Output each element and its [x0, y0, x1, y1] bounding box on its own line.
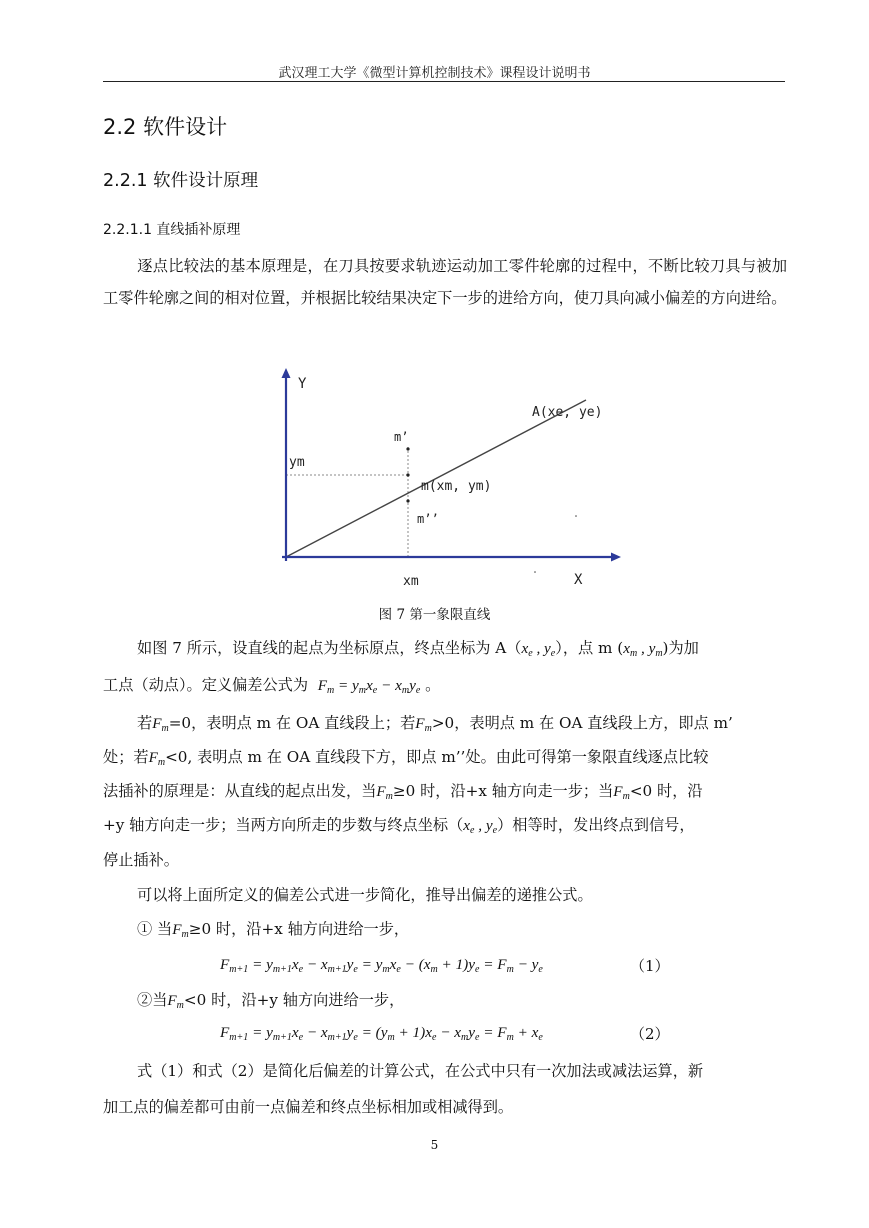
paragraph-line: 停止插补。	[103, 851, 179, 869]
text: )为加	[662, 639, 699, 657]
paragraph-line: +y 轴方向走一步；当两方向所走的步数与终点坐标（xe , ye）相等时，发出终点到信号，	[103, 816, 695, 836]
equation-1: Fm+1 = ym+1xe − xm+1ye = ymxe − (xm + 1)ye = Fm − ye	[220, 956, 543, 975]
subsubsection-heading: 2.2.1.1 直线插补原理	[103, 222, 241, 238]
text: >0，表明点 m 在 OA 直线段上方，即点 m’	[431, 714, 733, 732]
text: +y 轴方向走一步；当两方向所走的步数与终点坐标（	[103, 816, 464, 834]
page-number: 5	[430, 1138, 439, 1152]
figure-caption: 图 7 第一象限直线	[378, 607, 491, 623]
paragraph-line: 处；若Fm<0, 表明点 m 在 OA 直线段下方，即点 m’’处。由此可得第一象限直线逐点比较	[103, 748, 709, 768]
text: ≥0 时，沿+x 轴方向进给一步，	[188, 920, 410, 938]
text: 若	[137, 714, 153, 732]
point-m1-marker	[406, 447, 409, 450]
x-axis-label: X	[574, 572, 583, 588]
paragraph-line: 可以将上面所定义的偏差公式进一步简化，推导出偏差的递推公式。	[137, 886, 593, 904]
text: ②当	[137, 991, 168, 1009]
intro-paragraph	[103, 250, 787, 314]
text: ）相等时，发出终点到信号，	[497, 816, 695, 834]
paragraph-line: 式（1）和式（2）是简化后偏差的计算公式，在公式中只有一次加法或减法运算，新	[137, 1062, 704, 1080]
equation-2: Fm+1 = ym+1xe − xm+1ye = (ym + 1)xe − xmye = Fm + xe	[220, 1024, 543, 1043]
text: 如图 7 所示，设直线的起点为坐标原点，终点坐标为 A（	[137, 639, 522, 657]
point-m2-label: m’’	[417, 512, 439, 526]
text: <0 时，沿+y 轴方向进给一步，	[183, 991, 405, 1009]
speck-mark	[575, 515, 577, 517]
xm-label: xm	[403, 574, 419, 589]
paragraph-line: 加工点的偏差都可由前一点偏差和终点坐标相加或相减得到。	[103, 1098, 514, 1116]
section-heading: 2.2 软件设计	[103, 115, 228, 139]
equation-1-number: （1）	[630, 957, 670, 975]
case-1-line: ① 当Fm≥0 时，沿+x 轴方向进给一步，	[137, 920, 410, 940]
intro-text: 逐点比较法的基本原理是，在刀具按要求轨迹运动加工零件轮廓的过程中，不断比较刀具与被加工零件轮廓之间的相对位置，并根据比较结果决定下一步的进给方向，使刀具向减小偏差的方向进给。	[103, 257, 787, 307]
point-A-label: A(xe, ye)	[532, 405, 603, 420]
text: 处；若	[103, 748, 149, 766]
text: 工点（动点）。定义偏差公式为	[103, 676, 309, 694]
figure-first-quadrant-line	[268, 365, 630, 597]
text: ），点 m (	[555, 639, 624, 657]
y-axis-label: Y	[298, 376, 307, 392]
x-axis-arrow	[611, 553, 621, 562]
paragraph-line: 若Fm=0，表明点 m 在 OA 直线段上；若Fm>0，表明点 m 在 OA 直线段上方，即点 m’	[137, 714, 733, 734]
y-axis-arrow	[282, 368, 291, 378]
point-m1-label: m’	[394, 430, 409, 444]
paragraph-line: 法插补的原理是：从直线的起点出发，当Fm≥0 时，沿+x 轴方向走一步；当Fm<0 时，沿	[103, 782, 703, 802]
text: =0，表明点 m 在 OA 直线段上；若	[168, 714, 416, 732]
point-m-label: m(xm, ym)	[421, 479, 492, 494]
text: ① 当	[137, 920, 173, 938]
text: <0, 表明点 m 在 OA 直线段下方，即点 m’’处。由此可得第一象限直线逐点比较	[165, 748, 709, 766]
paragraph-line: 工点（动点）。定义偏差公式为 Fm = ymxe − xmye 。	[103, 676, 441, 696]
case-2-line: ②当Fm<0 时，沿+y 轴方向进给一步，	[137, 991, 405, 1011]
paragraph-line: 如图 7 所示，设直线的起点为坐标原点，终点坐标为 A（xe , ye），点 m (xm , ym)为加	[137, 639, 699, 659]
ym-label: ym	[289, 455, 305, 470]
header-rule	[103, 81, 785, 82]
text: ≥0 时，沿+x 轴方向走一步；当	[392, 782, 614, 800]
text: 法插补的原理是：从直线的起点出发，当	[103, 782, 377, 800]
speck-mark	[534, 571, 536, 573]
page-header: 武汉理工大学《微型计算机控制技术》课程设计说明书	[278, 66, 591, 81]
text: <0 时，沿	[629, 782, 703, 800]
point-m-marker	[406, 473, 409, 476]
point-m2-marker	[406, 499, 409, 502]
subsection-heading: 2.2.1 软件设计原理	[103, 171, 259, 191]
equation-2-number: （2）	[630, 1025, 670, 1043]
deviation-formula: Fm = ymxe − xmye	[317, 677, 421, 696]
